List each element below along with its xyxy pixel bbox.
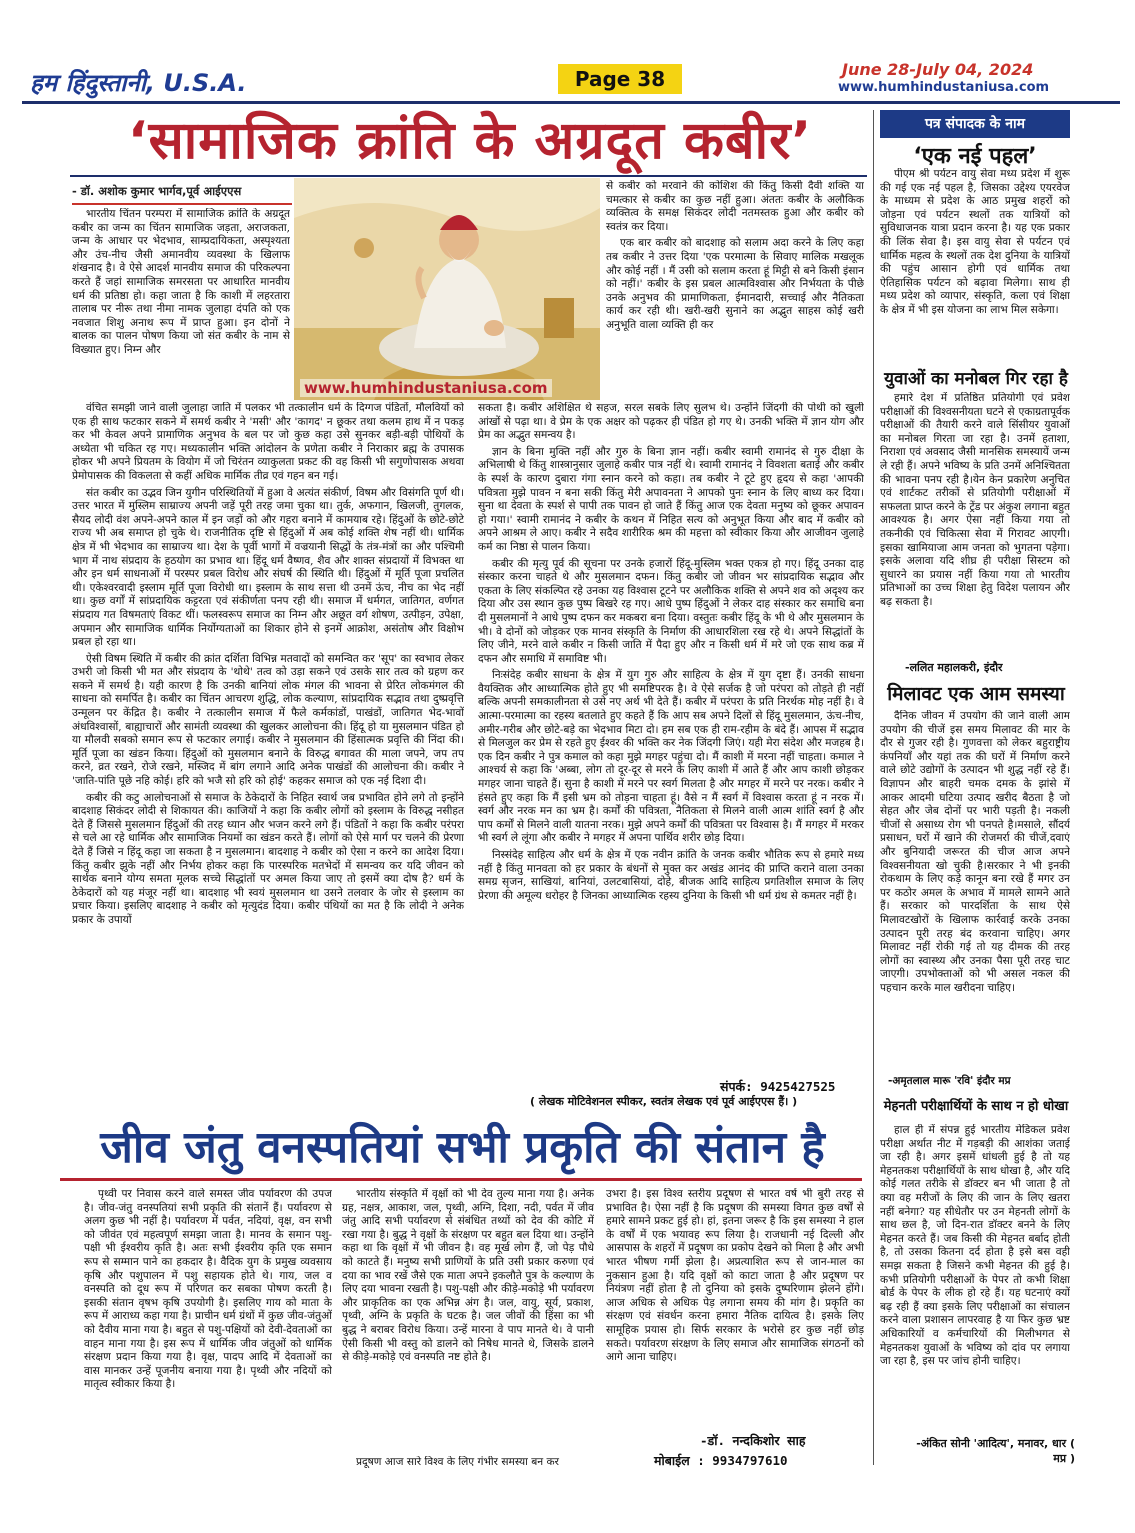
- page-number: Page 38: [558, 64, 682, 94]
- paragraph: ज्ञान के बिना मुक्ति नहीं और गुरु के बिना ज्ञान नहीं। कबीर स्वामी रामानंद से गुरु दीक्षा के अभिलाषी थे किंतु शास्त्रानुसार जुलाहे कबीर पात्र नहीं थे। स्वामी रामानंद ने विवशता बताई और कबीर के स्पर्श के कारण दुबारा गंगा स्नान करने को कहा। तब कबीर ने टूटे हुए हृदय से कहा 'आपकी पवित्रता मुझे पावन न बना सकी किंतु मेरी अपावनता ने आपको पुनः स्नान के लिए बाध्य कर दिया। सुना था देवता के स्पर्श से पापी तक पावन हो जाते हैं किंतु आज एक देवता मनुष्य को छूकर अपावन हो गया।' स्वामी रामानंद ने कबीर के कथन में निहित सत्य को अनुभूत किया और बाद में कबीर को अपने आश्रम ले आए। कबीर ने सदैव शारीरिक श्रम की महत्ता को स्वीकार किया और आजीवन जुलाहे कर्म का निष्ठा से पालन किया।: [478, 445, 864, 553]
- article-col2: [478, 402, 864, 1074]
- article-col1-top: [72, 208, 290, 402]
- letter2-body: [880, 392, 1070, 672]
- bottom-col2-last: [342, 1456, 594, 1472]
- paragraph: पीएम श्री पर्यटन वायु सेवा मध्य प्रदेश में शुरू की गई एक नई पहल है, जिसका उद्देश्य एयरवेज के माध्यम से प्रदेश के आठ प्रमुख शहरों को जोड़ना एवं पर्यटन स्थलों तक यात्रियों को सुविधाजनक यात्रा प्रदान करना है। यह एक प्रकार की लिंक सेवा है। इस वायु सेवा से पर्यटन एवं धार्मिक महत्व के स्थलों तक देश दुनिया के यात्रियों की पहुंच आसान होगी एवं धार्मिक तथा ऐतिहासिक पर्यटन को बढ़ावा मिलेगा। साथ ही मध्य प्रदेश को व्यापार, संस्कृति, कला एवं शिक्षा के क्षेत्र में भी इस योजना का लाभ मिल सकेगा।: [880, 168, 1070, 316]
- bottom-col1: [84, 1188, 332, 1478]
- letter3-body: [880, 710, 1070, 1070]
- byline-rule: [72, 203, 292, 205]
- paragraph: ऐसी विषम स्थिति में कबीर की क्रांत दर्शिता विभिन्न मतवादों को समन्वित कर 'सूप' का स्वभाव लेकर उभरी जो किसी भी मत और संप्रदाय के 'थोथे' तत्व को उड़ा सकने एवं उसके सार तत्व को ग्रहण कर सकने में समर्थ है। यही कारण है कि उनकी बानियां लोक मंगल की भावना से प्रेरित लोकमंगल की साधना को समर्पित है। कबीर का चिंतन आचरण शुद्धि, लोक कल्याण, सांप्रदायिक सद्भाव तथा दुष्प्रवृत्ति उन्मूलन पर केंद्रित है। कबीर ने तत्कालीन समाज में फैले कर्मकांडों, पाखंडों, जातिगत भेद-भावों अंधविश्वासों, बाह्याचारों और सामंती व्यवस्था की खुलकर आलोचना की। हिंदू हो या मुसलमान पंडित हो या मौलवी सबको समान रूप से फटकार लगाई। कबीर ने मुसलमान की हिंसात्मक प्रवृत्ति की निंदा की। मूर्ति पूजा का खंडन किया। हिंदुओं को मुसलमान बनाने के विरुद्ध बगावत की माला जपने, जप तप करने, व्रत रखने, रोजे रखने, मस्जिद में बांग लगाने आदि अनेक पाखंडों की आलोचना की। कबीर ने 'जाति-पांति पूछे नहि कोई। हरि को भजै सो हरि को होई' कहकर समाज को एक नई दिशा दी।: [72, 652, 464, 788]
- paragraph: हमारे देश में प्रतिष्ठित प्रतियोगी एवं प्रवेश परीक्षाओं की विश्वसनीयता घटने से एकाग्रतापूर्वक परीक्षाओं की तैयारी करने वाले सिंसीयर युवाओं का मनोबल गिरता जा रहा है। उनमें हताशा, निराशा एवं अवसाद जैसी मानसिक समस्यायें जन्म ले रही हैं। अपने भविष्य के प्रति उनमें अनिश्चितता की भावना पनप रही है।येन केन प्रकारेण अनुचित एवं शार्टकट तरीकों से प्रतियोगी परीक्षाओं में सफलता प्राप्त करने के ट्रेंड पर अंकुश लगाना बहुत आवश्यक है। अगर ऐसा नहीं किया गया तो तकनीकी एवं चिकित्सा सेवा में गिरावट आएगी। इसका खामियाजा आम जनता को भुगतना पड़ेगा। इसके अलावा यदि शीघ्र ही परीक्षा सिस्टम को सुधारने का प्रयास नहीं किया गया तो भारतीय प्रतिभाओं का उच्च शिक्षा हेतु विदेश पलायन और बढ़ सकता है।: [880, 392, 1070, 608]
- bottom-col3: [606, 1188, 864, 1424]
- site-watermark: www.humhindustaniusa.com: [300, 379, 552, 397]
- headline-rule: [70, 175, 867, 177]
- paragraph: हाल ही में संपन्न हुई भारतीय मेडिकल प्रवेश परीक्षा अर्थात नीट में गड़बड़ी की आशंका जताई जा रही है। अगर इसमें धांधली हुई है तो यह मेहनतकश परीक्षार्थियों के साथ धोखा है, और यदि कोई गलत तरीके से डॉक्टर बन भी जाता है तो क्या वह मरीजों के लिए की जान के लिए खतरा नहीं बनेगा? यह सीधेतौर पर उन मेहनती लोगों के साथ छल है, जो दिन-रात डॉक्टर बनने के लिए मेहनत करते हैं। जब किसी की मेहनत बर्बाद होती है, तो उसका कितना दर्द होता है इसे बस वही समझ सकता है जिसने कभी मेहनत की हुई है। कभी प्रतियोगी परीक्षाओं के पेपर तो कभी शिक्षा बोर्ड के पेपर के लीक हो रहे हैं। यह घटनाएं क्यों बढ़ रही हैं क्या इसके लिए परीक्षाओं का संचालन करने वाला प्रशासन लापरवाह है या फिर कुछ भ्रष्ट अधिकारियों व कर्मचारियों की मिलीभगत से मेहनतकश युवाओं के भविष्य को दांव पर लगाया जा रहा है, इस पर जांच होनी चाहिए।: [880, 1124, 1070, 1368]
- author-credit: ( लेखक मोटिवेशनल स्पीकर, स्वतंत्र लेखक एवं पूर्व आईएएस हैं। ): [530, 1095, 798, 1108]
- paragraph: से कबीर को मरवाने की कोशिश की किंतु किसी दैवी शक्ति या चमत्कार से कबीर का कुछ नहीं हुआ। अंततः कबीर के अलौकिक व्यक्तित्व के समक्ष सिकंदर लोदी नतमस्तक हुआ और कबीर को स्वतंत्र कर दिया।: [606, 180, 864, 233]
- paragraph: कबीर की मृत्यु पूर्व की सूचना पर उनके हजारों हिंदू-मुस्लिम भक्त एकत्र हो गए। हिंदू उनका दाह संस्कार करना चाहते थे और मुसलमान दफन। किंतु कबीर जो जीवन भर सांप्रदायिक सद्भाव और एकता के लिए संकल्पित रहे उनका यह विश्वास टूटने पर अलौकिक शक्ति से अपने शव को अदृश्य कर दिया और उस स्थान कुछ पुष्प बिखरे रह गए। आधे पुष्प हिंदुओं ने लेकर दाह संस्कार कर समाधि बना दी मुसलमानों ने आधे पुष्प दफन कर मकबरा बना दिया। वस्तुतः कबीर हिंदू के भी थे और मुसलमान के भी। वे दोनों को जोड़कर एक मानव संस्कृति के निर्माण की आधारशिला रख रहे थे। अपने सिद्धांतों के लिए जीने, मरने वाले कबीर न किसी जाति में पैदा हुए और न किसी धर्म में मरे जो एक साथ कब्र में दफन और समाधि में समाविष्ट भी।: [478, 557, 864, 665]
- kabir-painting-icon: [294, 178, 600, 400]
- paragraph: निःसंदेह कबीर साधना के क्षेत्र में युग गुरु और साहित्य के क्षेत्र में युग दृष्टा हैं। उनकी साधना वैयक्तिक और आध्यात्मिक होते हुए भी समष्टिपरक है। वे ऐसे सर्जक है जो परंपरा को तोड़ते ही नहीं बल्कि अपनी समकालीनता से उसे नए अर्थ भी देते हैं। कबीर में परंपरा के प्रति निरर्थक मोह नहीं है। वे आत्मा-परमात्मा का रहस्य बतलाते हुए कहते हैं कि आप सब अपने दिलों से हिंदू मुसलमान, ऊंच-नीच, अमीर-गरीब और छोटे-बड़े का भेदभाव मिटा दो। हम सब एक ही राम-रहीम के बंदे हैं। आपस में सद्भाव से मिलजुल कर प्रेम से रहते हुए ईश्वर की भक्ति कर नेक जिंदगी जिएं। यही मेरा संदेश और मजहब है। एक दिन कबीर ने पुत्र कमाल को कहा मुझे मगहर पहुंचा दो। मैं काशी में मरना नहीं चाहता। कमाल ने आश्चर्य से कहा कि 'अब्बा, लोग तो दूर-दूर से मरने के लिए काशी में आते हैं और आप काशी छोड़कर मगहर जाना चाहते हैं। सुना है काशी में मरने पर स्वर्ग मिलता है और मगहर में मरने पर नरक। कबीर ने हंसते हुए कहा कि मैं इसी भ्रम को तोड़ना चाहता हूं। वैसे न मैं स्वर्ग में विश्वास करता हूं न नरक में। स्वर्ग और नरक मन का भ्रम है। कर्मों की पवित्रता, नैतिकता से मिलने वाली आत्म शांति स्वर्ग है और पाप कर्मों से मिलने वाली यातना नरक। मुझे अपने कर्मों की पवित्रता पर विश्वास है। मैं मगहर में मरकर भी स्वर्ग ले लूंगा और कबीर ने मगहर में अपना पार्थिव शरीर छोड़ दिया।: [478, 669, 864, 845]
- bottom-author: -डॉ. नन्दकिशोर साह: [700, 1433, 806, 1448]
- sidebar-divider: [873, 110, 874, 1465]
- kabir-illustration: [294, 178, 600, 400]
- paragraph: कबीर की कटु आलोचनाओं से समाज के ठेकेदारों के निहित स्वार्थ जब प्रभावित होने लगे तो इन्होंने बादशाह सिकंदर लोदी से शिकायत की। काजियों ने कहा कि कबीर लोगों को इस्लाम के विरुद्ध नसीहत देते हैं जिससे मुसलमान हिंदुओं की तरह ध्यान और भजन करने लगे हैं। पंडितों ने कहा कि कबीर परंपरा से चले आ रहे धार्मिक और सामाजिक नियमों का खंडन करते हैं। लोगों को ऐसे मार्ग पर चलने की प्रेरणा देते हैं जिसे न हिंदू कहा जा सकता है न मुसलमान। बादशाह ने कबीर को ऐसा न करने का आदेश दिया। किंतु कबीर झुके नहीं और निर्भय होकर कहा कि पारस्परिक मतभेदों में समन्वय कर यदि जीवन को सार्थक बनाने योग्य समता मूलक सच्चे सिद्धांतों पर अमल किया जाए तो इसमें क्या दोष है? धर्म के ठेकेदारों को यह मंजूर नहीं था। बादशाह भी स्वयं मुसलमान था उसने तलवार के जोर से इस्लाम का प्रचार किया। इसलिए बादशाह ने कबीर को मृत्युदंड दिया। कबीर पंथियों का मत है कि लोदी ने अनेक प्रकार के उपायों: [72, 791, 464, 926]
- issue-date: June 28-July 04, 2024: [842, 60, 1034, 79]
- bottom-headline: जीव जंतु वनस्पतियां सभी प्रकृति की संतान है: [100, 1122, 825, 1173]
- letter4-sign: -अंकित सोनी 'आदित्य', मनावर, धार ( मप्र ): [916, 1437, 1075, 1465]
- letter3-title: मिलावट एक आम समस्या: [887, 683, 1065, 705]
- sidebar-section-label: पत्र संपादक के नाम: [880, 110, 1070, 138]
- bottom-headline-rule: [60, 1178, 862, 1181]
- article-col1: [72, 402, 464, 1114]
- paragraph: भारतीय संस्कृति में वृक्षों को भी देव तुल्य माना गया है। अनेक ग्रह, नक्षत्र, आकाश, जल, पृथ्वी, अग्नि, दिशा, नदी, पर्वत में जीव जंतु आदि सभी पर्यावरण से संबंधित तथ्यों को देव की कोटि में रखा गया है। बुद्ध ने वृक्षों के संरक्षण पर बहुत बल दिया था। उन्होंने कहा था कि वृक्षों में भी जीवन है। वह मूर्ख लोग हैं, जो पेड़ पौधे को काटते हैं। मनुष्य सभी प्राणियों के प्रति उसी प्रकार करुणा एवं दया का भाव रखें जैसे एक माता अपने इकलौते पुत्र के कल्याण के लिए दया भावना रखती है। पशु-पक्षी और कीड़े-मकोड़े भी पर्यावरण और प्राकृतिक का एक अभिन्न अंग है। जल, वायु, सूर्य, प्रकाश, पृथ्वी, अग्नि के प्रकृति के घटक है। जल जीवों की हिंसा का भी बुद्ध ने बराबर विरोध किया। उन्हें मारना वे पाप मानते थे। वे पानी ऐसी किसी भी वस्तु को डालने को निषेध मानते थे, जिसके डालने से कीड़े-मकोड़े एवं वनस्पति नष्ट होते है।: [342, 1188, 594, 1364]
- paragraph: संत कबीर का उद्भव जिन युगीन परिस्थितियों में हुआ वे अत्यंत संकीर्ण, विषम और विसंगति पूर्ण थी। उत्तर भारत में मुस्लिम साम्राज्य अपनी जड़ें पूरी तरह जमा चुका था। तुर्क, अफगान, खिलजी, तुगलक, सैयद लोदी वंश अपने-अपने काल में इन जड़ों को और गहरा बनाने में कामयाब रहे। हिंदुओं के छोटे-छोटे राज्य भी अब समाप्त हो चुके थे। राजनीतिक दृष्टि से हिंदुओं में अब कोई शक्ति शेष नहीं थी। धार्मिक क्षेत्र में भी भेदभाव का साम्राज्य था। देश के पूर्वी भागों में वज्रयानी सिद्धों के तंत्र-मंत्रों का और पश्चिमी भाग में नाथ संप्रदाय के हठयोग का प्रभाव था। हिंदू धर्म वैष्णव, शैव और शाक्त संप्रदायों में विभक्त था और इन धर्म साधनाओं में परस्पर प्रबल विरोध और संघर्ष की स्थिति थी। हिंदुओं में मूर्ति पूजा प्रचलित थी। एकेश्वरवादी इस्लाम मूर्ति पूजा विरोधी था। इस्लाम के साथ सत्ता थी उनमें ऊंच, नीच का भेद नहीं था। कुछ वर्गों में सांप्रदायिक कट्टरता एवं संकीर्णता पनप रही थी। समाज में धर्मगत, जातिगत, वर्णगत संप्रदाय गत विषमताएं विकट थीं। फलस्वरूप समाज का निम्न और अछूत वर्ग शोषण, उत्पीड़न, उपेक्षा, अपमान और सामाजिक धार्मिक निर्योग्यताओं का शिकार होने से इनमें आक्रोश, असंतोष और विक्षोभ प्रबल हो रहा था।: [72, 486, 464, 649]
- paragraph: एक बार कबीर को बादशाह को सलाम अदा करने के लिए कहा तब कबीर ने उत्तर दिया 'एक परमात्मा के सिवाए मालिक मखलूक और कोई नहीं । मैं उसी को सलाम करता हूं मिट्टी से बने किसी इंसान को नहीं।' कबीर के इस प्रबल आत्मविश्वास और निर्भयता के पीछे उनके अनुभव की प्रामाणिकता, ईमानदारी, सच्चाई और नैतिकता कार्य कर रही थी। खरी-खरी सुनाने का अद्भुत साहस कोई खरी अनुभूति वाला व्यक्ति ही कर: [606, 237, 864, 331]
- article-col2-top: [606, 180, 864, 402]
- bottom-col2: [342, 1188, 594, 1454]
- article-byline: - डॉ. अशोक कुमार भार्गव,पूर्व आईएएस: [72, 184, 242, 198]
- letter3-sign: -अमृतलाल मारू 'रवि' इंदौर मप्र: [888, 1075, 1011, 1087]
- paragraph: निस्संदेह साहित्य और धर्म के क्षेत्र में एक नवीन क्रांति के जनक कबीर भौतिक रूप से हमारे मध्य नहीं है किंतु मानवता को हर प्रकार के बंधनों से मुक्त कर अखंड आनंद की प्राप्ति कराने वाला उनका समग्र सृजन, साखियां, बानियां, उलटबासियां, दोहे, बीजक आदि साहित्य प्रगतिशील समाज के लिए प्रेरणा की अमूल्य धरोहर है जिनका आध्यात्मिक रहस्य दुनिया के किसी भी धर्म ग्रंथ से कमतर नहीं है।: [478, 849, 864, 902]
- masthead-rule: [22, 101, 1120, 104]
- paragraph: भारतीय चिंतन परम्परा में सामाजिक क्रांति के अग्रदूत कबीर का जन्म का चिंतन सामाजिक जड़ता, अराजकता, जन्म के आधार पर भेदभाव, साम्प्रदायिकता, अस्पृश्यता और उंच-नीच जैसी अमानवीय व्यवस्था के खिलाफ शंखनाद है। वे ऐसे आदर्श मानवीय समाज की परिकल्पना करते हैं जहां सामाजिक समरसता पर आधारित मानवीय धर्म की प्रतिष्ठा हो। कहा जाता है कि काशी में लहरतारा तालाब पर नीरू तथा नीमा नामक जुलाहा दंपति को एक नवजात शिशु अनाथ रूप में प्राप्त हुआ। इन दोनों ने बालक का पालन पोषण किया जो संत कबीर के नाम से विख्यात हुए। निम्न और: [72, 208, 290, 356]
- letter1-body: [880, 168, 1070, 362]
- newspaper-name: हम हिंदुस्तानी, U.S.A.: [30, 69, 247, 97]
- article-contact: संपर्क: 9425427525: [720, 1079, 836, 1094]
- paragraph: वंचित समझी जाने वाली जुलाहा जाति में पलकर भी तत्कालीन धर्म के दिग्गज पंडितों, मौलवियों को एक ही साथ फटकार सकने में समर्थ कबीर ने 'मसी' और 'कागद' न छूकर तथा कलम हाथ में न पकड़ कर भी केवल अपने प्रामाणिक अनुभव के बल पर जो कुछ कहा उसे सुनकर बड़ी-बड़ी पोथियों के अध्येता भी चकित रह गए। मध्यकालीन भक्ति आंदोलन के प्रणेता कबीर ने निराकार ब्रह्म के उपासक होकर भी अपने प्रियतम के वियोग में जो चिरंतन व्याकुलता प्रकट की वह किसी भी सगुणोपासक अथवा प्रेमोपासक की विकलता से कहीं अधिक मार्मिक तीव्र एवं गहन बन गई।: [72, 402, 464, 482]
- letter4-body: [880, 1124, 1070, 1430]
- bottom-mobile: मोबाईल : 9934797610: [654, 1453, 788, 1468]
- letter1-title: ‘एक नई पहल’: [913, 144, 1037, 169]
- paragraph: उभरा है। इस विश्व स्तरीय प्रदूषण से भारत वर्ष भी बुरी तरह से प्रभावित है। ऐसा नहीं है कि प्रदूषण की समस्या विगत कुछ वर्षों से हमारे सामने प्रकट हुई हो। हां, इतना जरूर है कि इस समस्या ने हाल के वर्षों में एक भयावह रूप लिया है। राजधानी नई दिल्ली और आसपास के शहरों में प्रदूषण का प्रकोप देखने को मिला है और अभी भारत भीषण गर्मी झेला है। अप्रत्याशित रूप से जान-माल का नुकसान हुआ है। यदि वृक्षों को काटा जाता है और प्रदूषण पर नियंत्रण नहीं होता है तो दुनिया को इसके दुष्परिणाम झेलने होंगे। आज अधिक से अधिक पेड़ लगाना समय की मांग है। प्रकृति का संरक्षण एवं संवर्धन करना हमारा नैतिक दायित्व है। इसके लिए सामूहिक प्रयास हो। सिर्फ सरकार के भरोसे हर कुछ नहीं छोड़ सकते। पर्यावरण संरक्षण के लिए समाज और सामाजिक संगठनों को आगे आना चाहिए।: [606, 1188, 864, 1364]
- paragraph: प्रदूषण आज सारे विश्व के लिए गंभीर समस्या बन कर: [356, 1456, 560, 1468]
- paragraph: पृथ्वी पर निवास करने वाले समस्त जीव पर्यावरण की उपज है। जीव-जंतु वनस्पतियां सभी प्रकृति की संतानें हैं। पर्यावरण से अलग कुछ भी नहीं है। पर्यावरण में पर्वत, नदियां, वृक्ष, वन सभी को जीवंत एवं महत्वपूर्ण समझा जाता है। मानव के समान पशु-पक्षी भी ईश्वरीय कृति है। अतः सभी ईश्वरीय कृति एक समान रूप से सम्मान पाने का हकदार है। वैदिक युग के प्रमुख व्यवसाय कृषि और पशुपालन में पशु सहायक होते थे। गाय, जल व वनस्पति को दूध रूप में परिणत कर सबका पोषण करती है। इसकी संतान वृषभ कृषि उपयोगी है। इसलिए गाय को माता के रूप में आराध्य कहा गया है। प्राचीन धर्म ग्रंथों में कुछ जीव-जंतुओं को दैवीय माना गया है। बहुत से पशु-पक्षियों को देवी-देवताओं का वाहन माना गया है। इस रूप में धार्मिक जीव जंतुओं को धार्मिक संरक्षण प्रदान किया गया है। वृक्ष, पादप आदि में देवताओं का वास मानकर उन्हें पूजनीय बनाया गया है। पृथ्वी और नदियों को मातृत्व स्वीकार किया है।: [84, 1188, 332, 1391]
- article-headline: ‘सामाजिक क्रांति के अग्रदूत कबीर’: [127, 111, 813, 171]
- letter2-title: युवाओं का मनोबल गिर रहा है: [884, 369, 1068, 389]
- paragraph: सकता है। कबीर अशिक्षित थे सहज, सरल सबके लिए सुलभ थे। उन्होंने जिंदगी की पोथी को खुली आंखों से पढ़ा था। वे प्रेम के एक अक्षर को पढ़कर ही पंडित हो गए थे। उनकी भक्ति में ज्ञान योग और प्रेम का अद्भुत समन्वय है।: [478, 402, 864, 442]
- paragraph: दैनिक जीवन में उपयोग की जाने वाली आम उपयोग की चीजें इस समय मिलावट की मार के दौर से गुजर रही है। गुणवत्ता को लेकर बहुराष्ट्रीय कंपनियाँ और यहां तक की घरों में निर्माण करने वाले छोटे उद्योगों के उत्पादन भी शुद्ध नहीं रहे हैं। विज्ञापन और बाहरी चमक दमक के झांसे में आकर आदमी घटिया उत्पाद खरीद बैठता है जो सेहत और जेब दोनों पर भारी पड़ती है। नकली चीजों से असाध्य रोग भी पनपते है।मसाले, सौंदर्य प्रसाधन, घरों में खाने की रोजमर्रा की चीजें,दवाएं और बुनियादी जरूरत की चीज आज अपने विश्वसनीयता खो चुकी है।सरकार ने भी इनकी रोकथाम के लिए कड़े कानून बना रखे हैं मगर उन पर कठोर अमल के अभाव में मामले सामने आते हैं। सरकार को पारदर्शिता के साथ ऐसे मिलावटखोरों के खिलाफ कार्रवाई करके उनका उत्पादन पूरी तरह बंद करवाना चाहिए। अगर मिलावट नहीं रोकी गई तो यह दीमक की तरह लोगों का स्वास्थ्य और उनका पैसा पूरी तरह चाट जाएगी। उपभोक्ताओं को भी असल नकल की पहचान करके माल खरीदना चाहिए।: [880, 710, 1070, 994]
- letter4-title: मेहनती परीक्षार्थियों के साथ न हो धोखा: [883, 1099, 1069, 1114]
- website-link[interactable]: www.humhindustaniusa.com: [838, 80, 1050, 95]
- letter2-sign: -ललित महालकरी, इंदौर: [905, 661, 1003, 674]
